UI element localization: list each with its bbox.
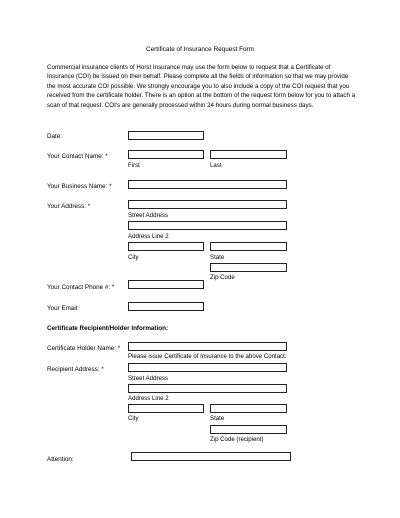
city-caption: City: [128, 254, 139, 261]
address-line2-input[interactable]: [128, 221, 287, 230]
zip-code-input[interactable]: [210, 263, 287, 272]
business-name-input[interactable]: [128, 180, 287, 189]
recipient-street-input[interactable]: [128, 363, 287, 372]
email-input[interactable]: [128, 302, 204, 311]
issue-note: Please issue Certificate of Insurance to the above Contact:: [128, 353, 287, 360]
recipient-zip-caption: Zip Code (recipient): [210, 436, 264, 443]
date-label: Date:: [47, 133, 63, 140]
business-name-label: Your Business Name: *: [47, 183, 112, 190]
street-address-input[interactable]: [128, 200, 287, 209]
attention-input[interactable]: [131, 452, 291, 461]
recipient-line2-caption: Address Line 2: [128, 395, 169, 402]
street-address-caption: Street Address: [128, 212, 168, 219]
state-input[interactable]: [210, 242, 287, 251]
contact-name-label: Your Contact Name: *: [47, 153, 108, 160]
date-input[interactable]: [128, 131, 204, 140]
intro-paragraph: Commercial insurance clients of Horst Insurance may use the form below to request that a Certificate of Insurance (COI) be issued on their behalf. Please complete all the fields of information so that we may provide the most accurate COI possible. We strongly encourage you to also include a copy of the COI request that you received from the certificate holder. There is an option at the bottom of the request form below for you to attach a scan of that request. COI's are generally processed within 24 hours during normal business days.: [47, 64, 356, 109]
last-name-caption: Last: [210, 162, 222, 169]
phone-input[interactable]: [128, 280, 204, 289]
email-label: Your Email:: [47, 305, 79, 312]
recipient-city-caption: City: [128, 415, 139, 422]
holder-name-label: Certificate Holder Name: *: [47, 345, 121, 352]
form-title: Certificate of Insurance Request Form: [146, 46, 254, 53]
recipient-state-caption: State: [210, 415, 225, 422]
attention-label: Attention:: [47, 456, 74, 463]
recipient-zip-input[interactable]: [210, 425, 287, 434]
state-caption: State: [210, 254, 225, 261]
first-name-caption: First: [128, 162, 140, 169]
first-name-input[interactable]: [128, 150, 204, 159]
recipient-street-caption: Street Address: [128, 375, 168, 382]
city-input[interactable]: [128, 242, 204, 251]
holder-name-input[interactable]: [128, 342, 287, 351]
zip-code-caption: Zip Code: [210, 274, 235, 281]
phone-label: Your Contact Phone #: *: [47, 284, 115, 291]
recipient-state-input[interactable]: [210, 404, 287, 413]
address-line2-caption: Address Line 2: [128, 233, 169, 240]
recipient-city-input[interactable]: [128, 404, 204, 413]
address-label: Your Address: *: [47, 203, 91, 210]
recipient-address-label: Recipient Address: *: [47, 366, 104, 373]
last-name-input[interactable]: [210, 150, 287, 159]
recipient-line2-input[interactable]: [128, 384, 287, 393]
recipient-section-heading: Certificate Recipient/Holder Information:: [47, 325, 169, 332]
